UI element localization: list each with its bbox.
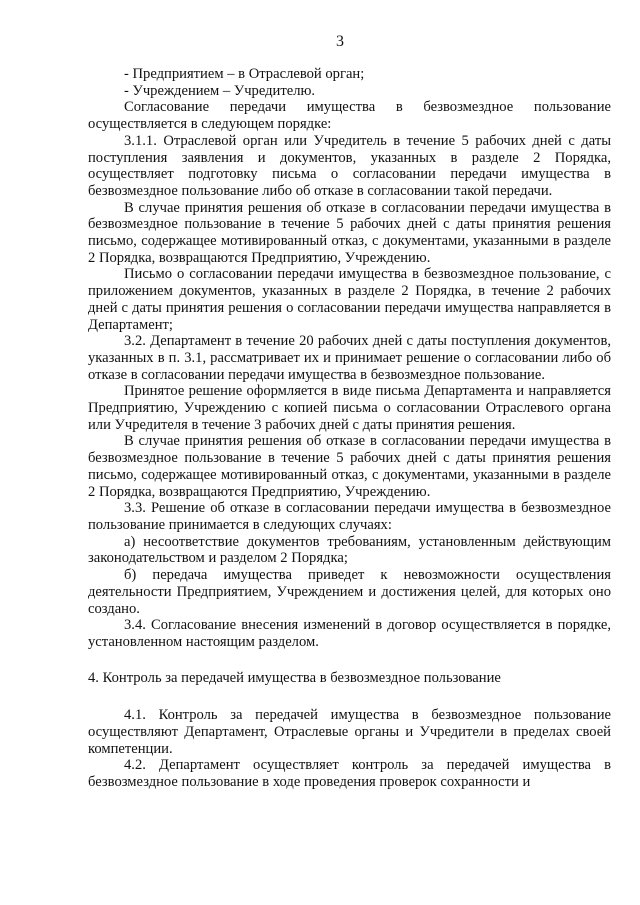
list-item-dash: - Предприятием – в Отраслевой орган; — [124, 66, 365, 82]
paragraph: В случае принятия решения об отказе в согласовании передачи имущества в безвозмездное пользование в течение 5 рабочих дней с даты принятия решения письмо, содержащее мотивированный отказ, с документами, указанными в разделе 2 Порядка, возвращаются Предприятию, Учреждению. — [88, 199, 611, 266]
paragraph: Принятое решение оформляется в виде письма Департамента и направляется Предприятию, Учреждению с копией письма о согласовании Отраслевого органа или Учредителя в течение 3 рабочих дней с даты принятия решения. — [88, 383, 611, 433]
paragraph: В случае принятия решения об отказе в согласовании передачи имущества в безвозмездное пользование в течение 5 рабочих дней с даты принятия решения письмо, содержащее мотивированный отказ, с документами, указанными в разделе 2 Порядка, возвращаются Предприятию, Учреждению. — [88, 433, 611, 500]
document-body — [88, 66, 611, 791]
section-heading: 4. Контроль за передачей имущества в безвозмездное пользование — [88, 669, 501, 686]
paragraph-3-4: 3.4. Согласование внесения изменений в договор осуществляется в порядке, установленном настоящим разделом. — [88, 617, 611, 650]
list-item-dash: - Учреждением – Учредителю. — [124, 82, 316, 99]
paragraph-3-1-1: 3.1.1. Отраслевой орган или Учредитель в течение 5 рабочих дней с даты поступления заявления и документов, указанных в разделе 2 Порядка, осуществляет подготовку письма о согласовании передачи имущества в безвозмездное пользование либо об отказе в согласовании такой передачи. — [88, 132, 611, 199]
paragraph: Согласование передачи имущества в безвозмездное пользование осуществляется в следующем порядке: — [88, 99, 611, 133]
list-item-b: б) передача имущества приведет к невозможности осуществления деятельности Предприятием, Учреждением и достижения целей, для которых оно создано. — [88, 567, 611, 617]
list-item-a: а) несоответствие документов требованиям, установленным действующим законодательством и разделом 2 Порядка; — [88, 533, 611, 567]
paragraph-4-2: 4.2. Департамент осуществляет контроль за передачей имущества в безвозмездное пользование в ходе проведения проверок сохранности и — [88, 757, 611, 791]
paragraph-4-1: 4.1. Контроль за передачей имущества в безвозмездное пользование осуществляют Департамент, Отраслевые органы и Учредители в пределах своей компетенции. — [88, 707, 611, 757]
paragraph-3-2: 3.2. Департамент в течение 20 рабочих дней с даты поступления документов, указанных в п. 3.1, рассматривает их и принимает решение о согласовании либо об отказе в согласовании передачи имущества в безвозмездное пользование. — [88, 333, 611, 383]
paragraph: Письмо о согласовании передачи имущества в безвозмездное пользование, с приложением документов, указанных в разделе 2 Порядка, в течение 2 рабочих дней с даты принятия решения о согласовании передачи имущества направляется в Департамент; — [88, 266, 611, 333]
page-number: 3 — [336, 33, 344, 50]
paragraph-3-3: 3.3. Решение об отказе в согласовании передачи имущества в безвозмездное пользование принимается в следующих случаях: — [88, 500, 611, 533]
